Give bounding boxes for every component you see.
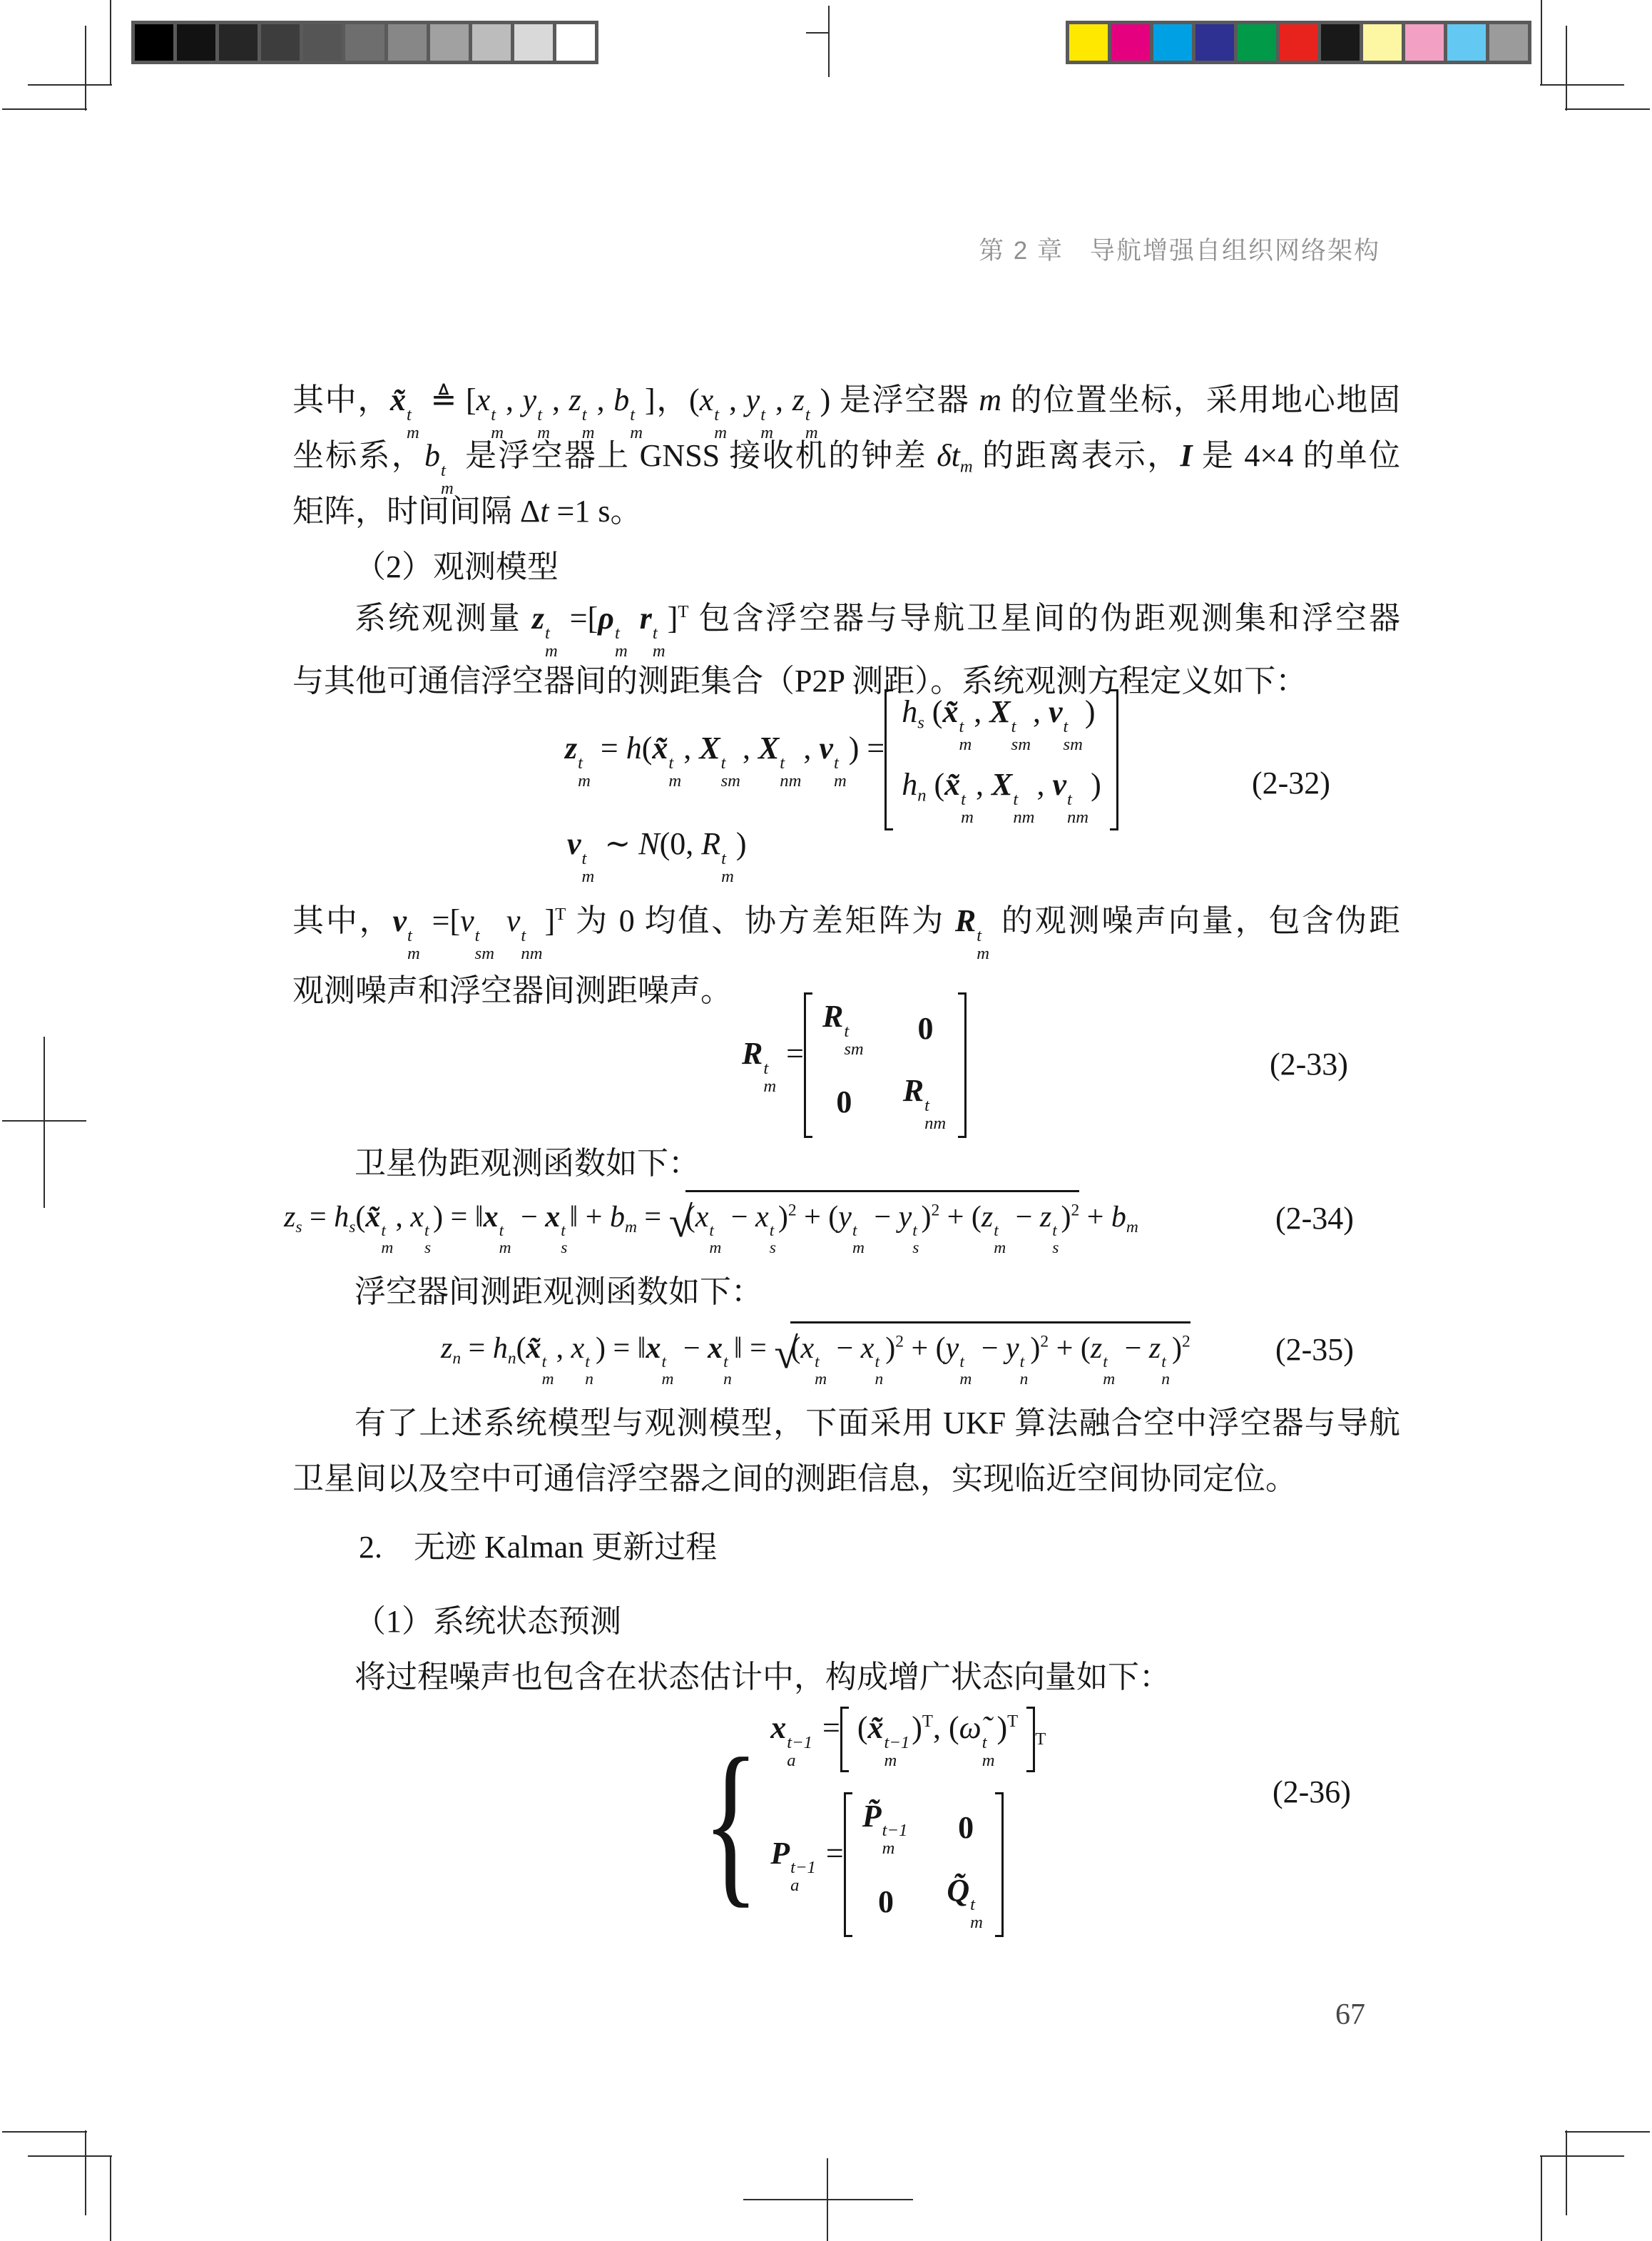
eq232-matrix-row1: hs (x̃ t m , X t sm , v t sm ) bbox=[902, 694, 1096, 754]
grayscale-calibration-bar bbox=[131, 21, 598, 64]
calibration-swatch bbox=[1069, 24, 1108, 61]
crop-mark-bottom-right-h1 bbox=[1540, 2155, 1624, 2157]
crop-mark-top-left-h2 bbox=[2, 108, 87, 110]
eq232-matrix bbox=[884, 689, 1118, 830]
calibration-swatch bbox=[345, 24, 384, 61]
chapter-running-header: 第 2 章 导航增强自组织网络架构 bbox=[979, 237, 1380, 265]
equation-label-2-32: (2-32) bbox=[1252, 766, 1330, 801]
crop-mark-top-left-v2 bbox=[85, 26, 86, 111]
calibration-swatch bbox=[1111, 24, 1150, 61]
eq236-cell-12: 0 bbox=[958, 1810, 974, 1846]
floater-ranging-heading: 浮空器间测距观测函数如下： bbox=[355, 1274, 763, 1309]
eq233-cell-11: R t sm bbox=[822, 999, 864, 1059]
eq233-cell-12: 0 bbox=[917, 1010, 934, 1046]
crop-mark-bottom-right-h2 bbox=[1565, 2131, 1650, 2133]
equation-label-2-34: (2-34) bbox=[1275, 1201, 1354, 1236]
eq236-cell-21: 0 bbox=[878, 1884, 894, 1919]
crop-mark-top-left-v1 bbox=[110, 0, 111, 86]
register-mark-left-h bbox=[2, 1120, 86, 1122]
equation-2-36 bbox=[703, 1707, 1046, 1937]
equation-2-33 bbox=[742, 999, 967, 1133]
calibration-swatch bbox=[1405, 24, 1444, 61]
crop-mark-top-left-h1 bbox=[28, 84, 112, 86]
calibration-swatch bbox=[556, 24, 595, 61]
equation-2-34: zs = hs(x̃ t m , x t s ) = ‖x t m − x t s ‖ + bm = √ (x t m − x t s )$^2$ + (y t m − y t s )$^2$ + (z t m − z t s )$^2$ + bm bbox=[284, 1190, 1138, 1256]
crop-mark-bottom-left-v1 bbox=[110, 2155, 111, 2241]
eq236-cell-11: P̃ t−1 m bbox=[862, 1798, 908, 1859]
calibration-swatch bbox=[177, 24, 215, 61]
equation-label-2-36: (2-36) bbox=[1273, 1774, 1351, 1809]
calibration-swatch bbox=[1447, 24, 1486, 61]
equation-label-2-33: (2-33) bbox=[1270, 1047, 1348, 1082]
color-calibration-bar bbox=[1066, 21, 1531, 64]
equation-2-32 bbox=[565, 694, 1118, 827]
calibration-swatch bbox=[261, 24, 300, 61]
calibration-swatch bbox=[1153, 24, 1192, 61]
calibration-swatch bbox=[1280, 24, 1318, 61]
eq236-row1-transpose: T bbox=[1035, 1729, 1046, 1749]
crop-mark-top-right-v2 bbox=[1566, 26, 1567, 111]
para1-line1: 其中，x̃ t m ≜ [x t m , y t m , z t m , b t m ]，(x t m , y t m , z t m ) 是浮空器 m 的位置坐标，采用地心地固 bbox=[292, 382, 1401, 442]
calibration-swatch bbox=[1238, 24, 1276, 61]
eq233-cell-21: 0 bbox=[836, 1084, 852, 1120]
para1-line3: 矩阵，时间间隔 Δt =1 s。 bbox=[292, 494, 642, 529]
para3-line2: 观测噪声和浮空器间测距噪声。 bbox=[292, 973, 732, 1008]
calibration-swatch bbox=[1489, 24, 1528, 61]
state-prediction-heading: （1）系统状态预测 bbox=[355, 1604, 621, 1639]
crop-mark-top-right-h2 bbox=[1565, 108, 1650, 110]
eq233-lhs: R t m = bbox=[742, 1036, 804, 1096]
eq236-left-brace: { bbox=[703, 1720, 760, 1924]
section-heading-observation-model: （2）观测模型 bbox=[355, 549, 559, 584]
calibration-swatch bbox=[388, 24, 427, 61]
calibration-swatch bbox=[219, 24, 258, 61]
crop-mark-bottom-right-v1 bbox=[1541, 2155, 1542, 2241]
eq232-matrix-row2: hn (x̃ t m , X t nm , v t nm ) bbox=[902, 767, 1101, 827]
crop-mark-bottom-left-v2 bbox=[85, 2130, 86, 2215]
crop-mark-bottom-right-v2 bbox=[1566, 2130, 1567, 2215]
eq236-cell-22: Q̃ t m bbox=[947, 1872, 983, 1933]
para5-line1: 将过程噪声也包含在状态估计中，构成增广状态向量如下： bbox=[355, 1660, 1171, 1694]
eq236-row2 bbox=[770, 1792, 1004, 1938]
para4-line1: 有了上述系统模型与观测模型，下面采用 UKF 算法融合空中浮空器与导航 bbox=[355, 1406, 1400, 1440]
eq236-row2-lhs: P t−1 a = bbox=[770, 1835, 844, 1896]
equation-label-2-35: (2-35) bbox=[1275, 1332, 1354, 1367]
calibration-swatch bbox=[430, 24, 469, 61]
equation-2-32-noise: v t m ∼ N(0, R t m ) bbox=[567, 826, 747, 886]
eq236-row1 bbox=[770, 1707, 1046, 1772]
register-mark-top-v bbox=[828, 6, 830, 77]
para1-line2: 坐标系，b t m 是浮空器上 GNSS 接收机的钟差 δtm 的距离表示，I 是 4×4 的单位 bbox=[292, 438, 1401, 498]
calibration-swatch bbox=[303, 24, 342, 61]
calibration-swatch bbox=[1195, 24, 1234, 61]
crop-mark-top-right-v1 bbox=[1541, 0, 1542, 86]
eq232-lhs: z t m = h(x̃ t m , X t sm , X t nm , v t m ) = bbox=[565, 731, 885, 791]
satellite-pseudorange-heading: 卫星伪距观测函数如下： bbox=[355, 1146, 700, 1181]
calibration-swatch bbox=[135, 24, 173, 61]
eq233-cell-22: R t nm bbox=[902, 1073, 947, 1133]
crop-mark-top-right-h1 bbox=[1540, 84, 1624, 86]
calibration-swatch bbox=[472, 24, 511, 61]
eq236-row1-lhs: x t−1 a = bbox=[770, 1710, 840, 1770]
calibration-swatch bbox=[1363, 24, 1402, 61]
crop-mark-bottom-left-h2 bbox=[2, 2131, 87, 2133]
register-mark-bottom-h bbox=[743, 2199, 913, 2200]
equation-2-35: zn = hn(x̃ t m , x t n ) = ‖x t m − x t n ‖ = √ (x t m − x t n )$^2$ + (y t m − y t n )$^2$ + (z t m − z t n )$^2$ bbox=[441, 1321, 1190, 1388]
register-mark-left-v bbox=[44, 1037, 45, 1208]
para2-line1: 系统观测量 z t m =[ρ t m r t m ]$^T$ 包含浮空器与导航卫星间的伪距观测集和浮空器 bbox=[355, 601, 1401, 661]
page-number: 67 bbox=[1335, 1998, 1365, 2031]
para2-line2: 与其他可通信浮空器间的测距集合（P2P 测距）。系统观测方程定义如下： bbox=[292, 664, 1307, 698]
eq233-matrix bbox=[804, 992, 967, 1138]
para4-line2: 卫星间以及空中可通信浮空器之间的测距信息，实现临近空间协同定位。 bbox=[292, 1461, 1297, 1496]
para3-line1: 其中，v t m =[v t sm v t nm ]$^T$ 为 0 均值、协方差矩阵为 R t m 的观测噪声向量，包含伪距 bbox=[292, 903, 1401, 963]
crop-mark-bottom-left-h1 bbox=[28, 2155, 112, 2157]
eq236-row1-inner: (x̃ t−1 m )$^T$, (ω̃ t m )$^T$ bbox=[857, 1710, 1019, 1770]
kalman-update-heading: 2. 无迹 Kalman 更新过程 bbox=[359, 1530, 718, 1565]
calibration-swatch bbox=[1321, 24, 1360, 61]
calibration-swatch bbox=[514, 24, 553, 61]
register-mark-top-h bbox=[806, 32, 829, 34]
